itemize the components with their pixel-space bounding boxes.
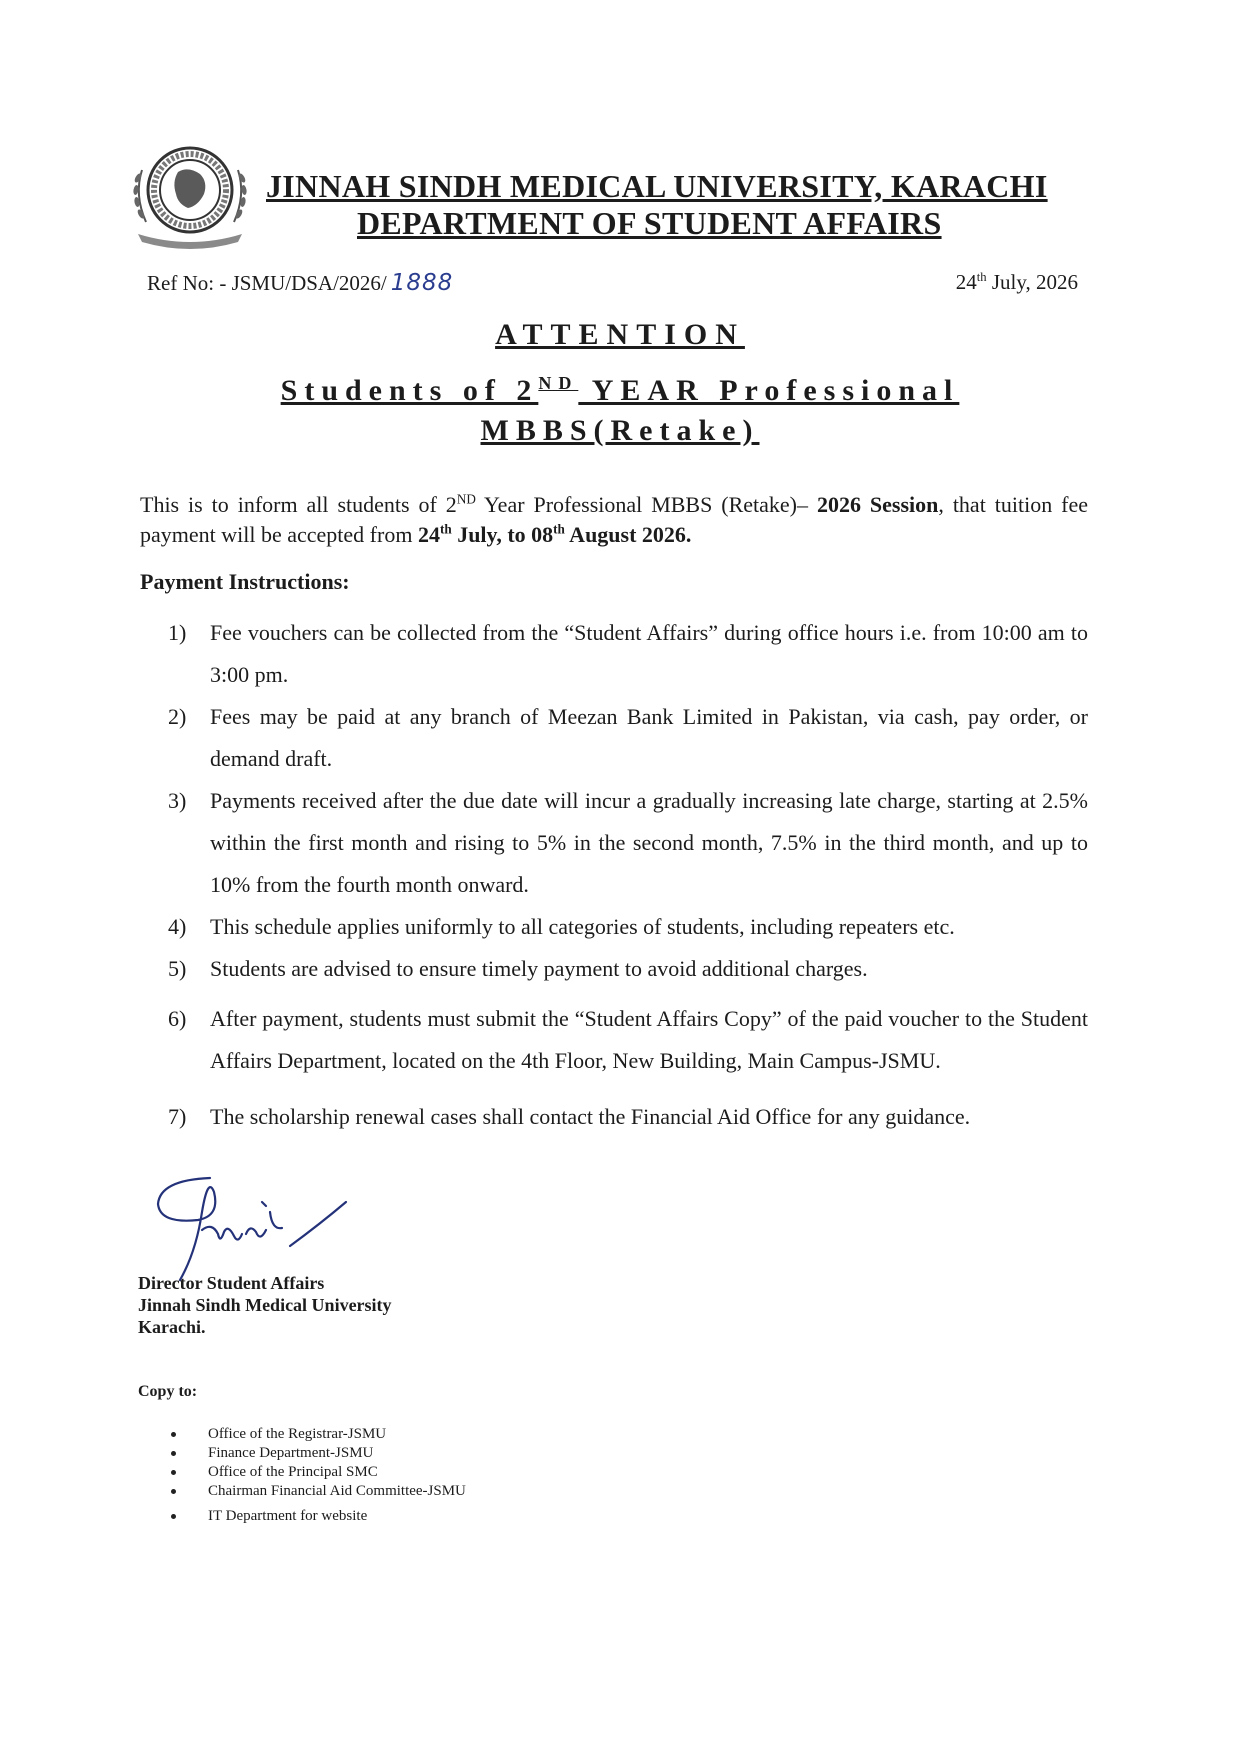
intro-to-rest: August 2026. bbox=[564, 522, 692, 547]
date-day-suffix: th bbox=[976, 270, 987, 284]
ref-prefix: Ref No: - JSMU/DSA/2026/ bbox=[147, 271, 387, 295]
copy-to-label: Copy to: bbox=[138, 1383, 198, 1400]
instruction-number: 5) bbox=[168, 956, 187, 981]
attention-heading bbox=[0, 318, 1240, 352]
subtitle-line-2 bbox=[0, 414, 1240, 448]
intro-from-day: 24 bbox=[417, 522, 440, 547]
intro-dates bbox=[418, 522, 691, 547]
instruction-text: After payment, students must submit the “Student Affairs Copy” of the paid voucher to the Student Affairs Department, located on the 4th Floor, New Building, Main Campus-JSMU. bbox=[210, 1006, 1088, 1073]
copy-recipient: Office of the Registrar-JSMU bbox=[168, 1425, 466, 1444]
intro-sup-1: ND bbox=[456, 491, 476, 507]
instruction-item bbox=[168, 998, 1088, 1082]
subtitle-part-b: YEAR Professional bbox=[578, 374, 960, 407]
instruction-text: Fee vouchers can be collected from the “Student Affairs” during office hours i.e. from 10:00 am to 3:00 pm. bbox=[210, 620, 1088, 687]
intro-text-2: Year Professional MBBS (Retake)– bbox=[475, 492, 817, 517]
notice-date bbox=[956, 270, 1078, 295]
instructions-list bbox=[168, 612, 1088, 1138]
intro-paragraph bbox=[140, 490, 1088, 550]
reference-number bbox=[147, 270, 453, 296]
instruction-number: 4) bbox=[168, 914, 187, 939]
intro-text-3: , that tuition fee payment will be accepted from bbox=[140, 492, 1088, 547]
signatory-title: Director Student Affairs bbox=[138, 1273, 325, 1293]
signatory-block bbox=[138, 1272, 392, 1338]
intro-text-1: This is to inform all students of 2 bbox=[140, 492, 457, 517]
copy-to-list bbox=[168, 1425, 466, 1526]
intro-from-rest: July, to 08 bbox=[451, 522, 554, 547]
payment-instructions-heading: Payment Instructions: bbox=[140, 569, 350, 594]
signatory-university: Jinnah Sindh Medical University bbox=[138, 1295, 392, 1315]
instruction-text: Fees may be paid at any branch of Meezan Bank Limited in Pakistan, via cash, pay order, or demand draft. bbox=[210, 704, 1088, 771]
university-seal-icon bbox=[128, 140, 252, 252]
copy-recipient: IT Department for website bbox=[168, 1507, 466, 1526]
instruction-text: This schedule applies uniformly to all categories of students, including repeaters etc. bbox=[210, 914, 955, 939]
subtitle-line-1 bbox=[0, 374, 1240, 408]
intro-from-sup: th bbox=[439, 521, 452, 537]
university-name: JINNAH SINDH MEDICAL UNIVERSITY, KARACHI bbox=[266, 168, 1048, 204]
instruction-text: The scholarship renewal cases shall contact the Financial Aid Office for any guidance. bbox=[210, 1104, 971, 1129]
copy-recipient: Office of the Principal SMC bbox=[168, 1463, 466, 1482]
intro-session: 2026 Session bbox=[816, 492, 939, 517]
instruction-item bbox=[168, 780, 1088, 906]
date-rest: July, 2026 bbox=[986, 270, 1078, 294]
date-day: 24 bbox=[955, 270, 977, 294]
instruction-text: Payments received after the due date will incur a gradually increasing late charge, starting at 2.5% within the first month and rising to 5% in the second month, 7.5% in the third month, and up to 10% from the fourth month onward. bbox=[210, 788, 1088, 897]
instruction-number: 6) bbox=[168, 1006, 187, 1031]
instruction-item bbox=[168, 612, 1088, 696]
instruction-number: 7) bbox=[168, 1104, 187, 1129]
instruction-item bbox=[168, 948, 1088, 990]
instruction-item bbox=[168, 696, 1088, 780]
subtitle-program: MBBS(Retake) bbox=[480, 414, 760, 447]
department-name: DEPARTMENT OF STUDENT AFFAIRS bbox=[357, 205, 942, 241]
intro-to-sup: th bbox=[553, 521, 565, 537]
subtitle-part-a: Students of 2 bbox=[280, 374, 539, 407]
instruction-number: 3) bbox=[168, 788, 187, 813]
subtitle-superscript: ND bbox=[538, 373, 579, 393]
ref-handwritten-number: 1888 bbox=[390, 270, 454, 296]
instruction-number: 2) bbox=[168, 704, 187, 729]
instruction-item bbox=[168, 1096, 1088, 1138]
signatory-city: Karachi. bbox=[138, 1317, 206, 1337]
instruction-text: Students are advised to ensure timely payment to avoid additional charges. bbox=[210, 956, 868, 981]
copy-recipient: Chairman Financial Aid Committee-JSMU bbox=[168, 1482, 466, 1501]
attention-text: ATTENTION bbox=[495, 318, 745, 351]
instruction-number: 1) bbox=[168, 620, 187, 645]
instruction-item bbox=[168, 906, 1088, 948]
copy-recipient: Finance Department-JSMU bbox=[168, 1444, 466, 1463]
